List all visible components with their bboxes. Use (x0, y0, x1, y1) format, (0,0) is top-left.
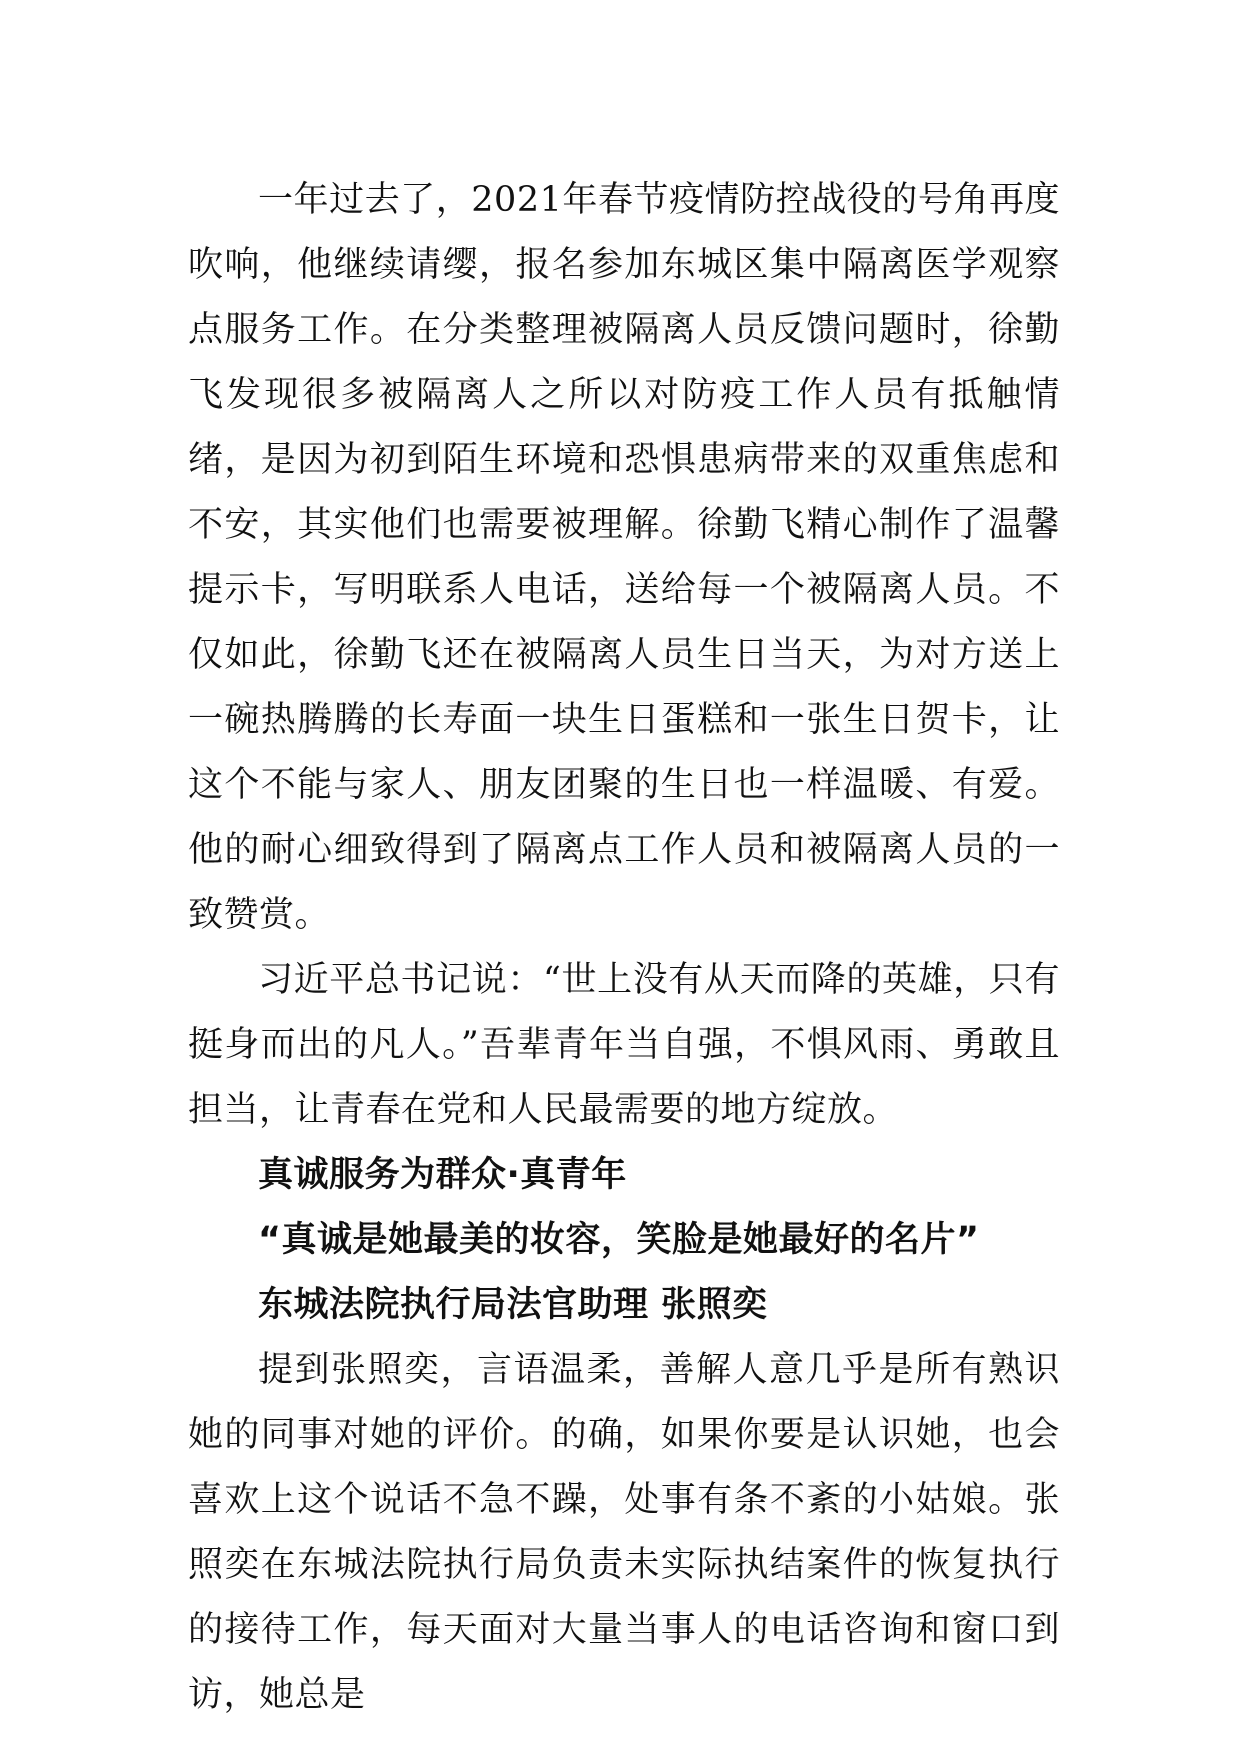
document-page (188, 168, 1060, 1728)
section-subtitle-quote: “真诚是她最美的妆容，笑脸是她最好的名片” (258, 1220, 980, 1260)
paragraph-zhang-zhaoyi: 提到张照奕，言语温柔，善解人意几乎是所有熟识她的同事对她的评价。的确，如果你要是认识她，也会喜欢上这个说话不急不躁，处事有条不紊的小姑娘。张照奕在东城法院执行局负责未实际执结案件的恢复执行的接待工作，每天面对大量当事人的电话咨询和窗口到访，她总是 (188, 1350, 1060, 1715)
section-person-title: 东城法院执行局法官助理 张照奕 (258, 1285, 768, 1325)
section-heading: 真诚服务为群众·真青年 (258, 1155, 627, 1195)
paragraph-quarantine-service: 一年过去了，2021年春节疫情防控战役的号角再度吹响，他继续请缨，报名参加东城区集中隔离医学观察点服务工作。在分类整理被隔离人员反馈问题时，徐勤飞发现很多被隔离人之所以对防疫工作人员有抵触情绪，是因为初到陌生环境和恐惧患病带来的双重焦虑和不安，其实他们也需要被理解。徐勤飞精心制作了温馨提示卡，写明联系人电话，送给每一个被隔离人员。不仅如此，徐勤飞还在被隔离人员生日当天，为对方送上一碗热腾腾的长寿面一块生日蛋糕和一张生日贺卡，让这个不能与家人、朋友团聚的生日也一样温暖、有爱。他的耐心细致得到了隔离点工作人员和被隔离人员的一致赞赏。 (188, 180, 1060, 935)
paragraph-xi-quote: 习近平总书记说：“世上没有从天而降的英雄，只有挺身而出的凡人。”吾辈青年当自强，不惧风雨、勇敢且担当，让青春在党和人民最需要的地方绽放。 (188, 960, 1060, 1130)
